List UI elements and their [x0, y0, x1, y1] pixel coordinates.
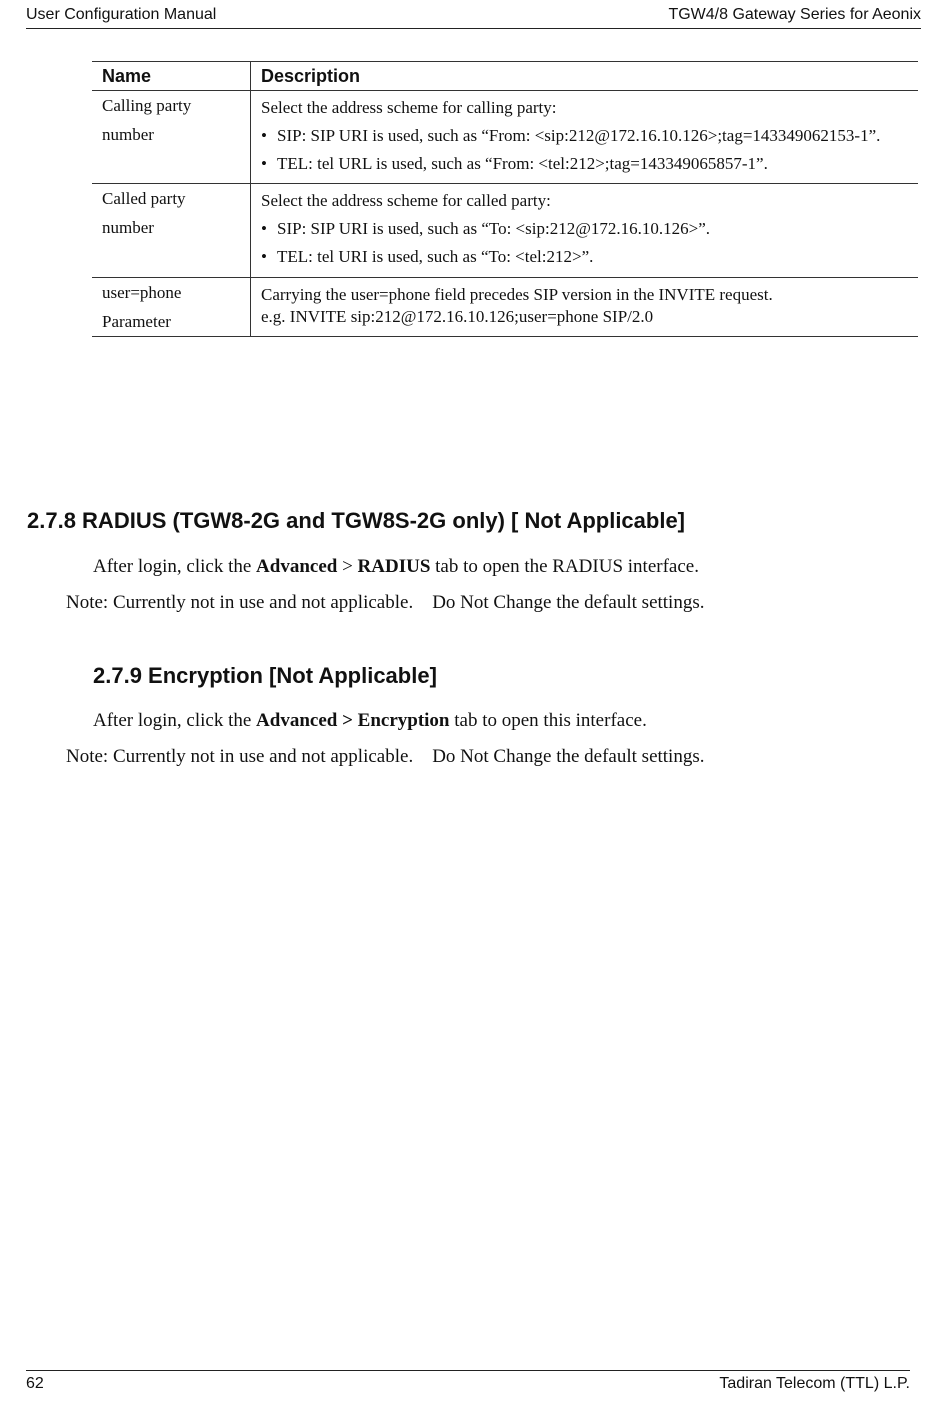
text-run: >	[337, 556, 358, 577]
description-line: e.g. INVITE sip:212@172.16.10.126;user=phone SIP/2.0	[261, 306, 654, 326]
param-description-cell	[251, 184, 919, 277]
param-name-cell	[92, 184, 251, 277]
text-run: tab to open this interface.	[449, 710, 647, 731]
description-intro: Select the address scheme for calling party:	[261, 98, 557, 117]
table-row	[92, 184, 918, 277]
bullet-list	[261, 125, 908, 175]
param-name-line: number	[102, 125, 154, 144]
page-header	[26, 6, 921, 29]
bullet-item: • TEL: tel URI is used, such as “To: <tel:212>”.	[261, 246, 908, 268]
text-run: After login, click the	[93, 556, 257, 577]
page-footer	[26, 1370, 910, 1393]
section-heading-radius: 2.7.8 RADIUS (TGW8-2G and TGW8S-2G only) [ Not Applicable]	[27, 508, 686, 533]
table-header-row	[92, 62, 918, 91]
param-name-cell	[92, 277, 251, 336]
footer-company: Tadiran Telecom (TTL) L.P.	[719, 1375, 910, 1392]
param-name-line: number	[102, 218, 154, 238]
text-run: After login, click the	[93, 710, 257, 731]
bullet-item: • SIP: SIP URI is used, such as “To: <sip:212@172.16.10.126>”.	[261, 218, 908, 240]
bullet-item: • TEL: tel URL is used, such as “From: <tel:212>;tag=143349065857-1”.	[261, 153, 908, 175]
radius-note: Note: Currently not in use and not applicable. Do Not Change the default settings.	[66, 592, 705, 613]
menu-path-radius: RADIUS	[357, 556, 431, 577]
radius-instruction	[93, 556, 699, 578]
param-name-line: Called party	[102, 189, 186, 209]
description-line: Carrying the user=phone field precedes SIP version in the INVITE request.	[261, 284, 773, 304]
description-intro: Select the address scheme for called party:	[261, 191, 551, 211]
param-name-line: user=phone	[102, 282, 182, 302]
bullet-list	[261, 218, 908, 268]
param-description-cell	[251, 277, 919, 336]
header-manual-title: User Configuration Manual	[26, 6, 217, 23]
section-heading-encryption: 2.7.9 Encryption [Not Applicable]	[93, 663, 437, 688]
param-name-line: Calling party	[102, 96, 192, 115]
param-name-cell	[92, 91, 251, 184]
header-product-title: TGW4/8 Gateway Series for Aeonix	[668, 6, 921, 23]
text-run: tab to open the RADIUS interface.	[430, 556, 699, 577]
menu-path-advanced: Advanced	[256, 556, 338, 577]
column-header-name: Name	[92, 62, 251, 91]
table-row	[92, 91, 918, 184]
param-description-cell	[251, 91, 919, 184]
encryption-note: Note: Currently not in use and not applicable. Do Not Change the default settings.	[66, 746, 705, 767]
table-row	[92, 277, 918, 336]
bullet-item: • SIP: SIP URI is used, such as “From: <sip:212@172.16.10.126>;tag=143349062153-1”.	[261, 125, 908, 147]
menu-path-encryption: Advanced > Encryption	[256, 710, 450, 731]
param-name-line: Parameter	[102, 311, 171, 331]
page-number: 62	[26, 1375, 44, 1392]
encryption-instruction	[93, 710, 647, 732]
parameter-table	[92, 61, 918, 337]
column-header-description: Description	[251, 62, 919, 91]
